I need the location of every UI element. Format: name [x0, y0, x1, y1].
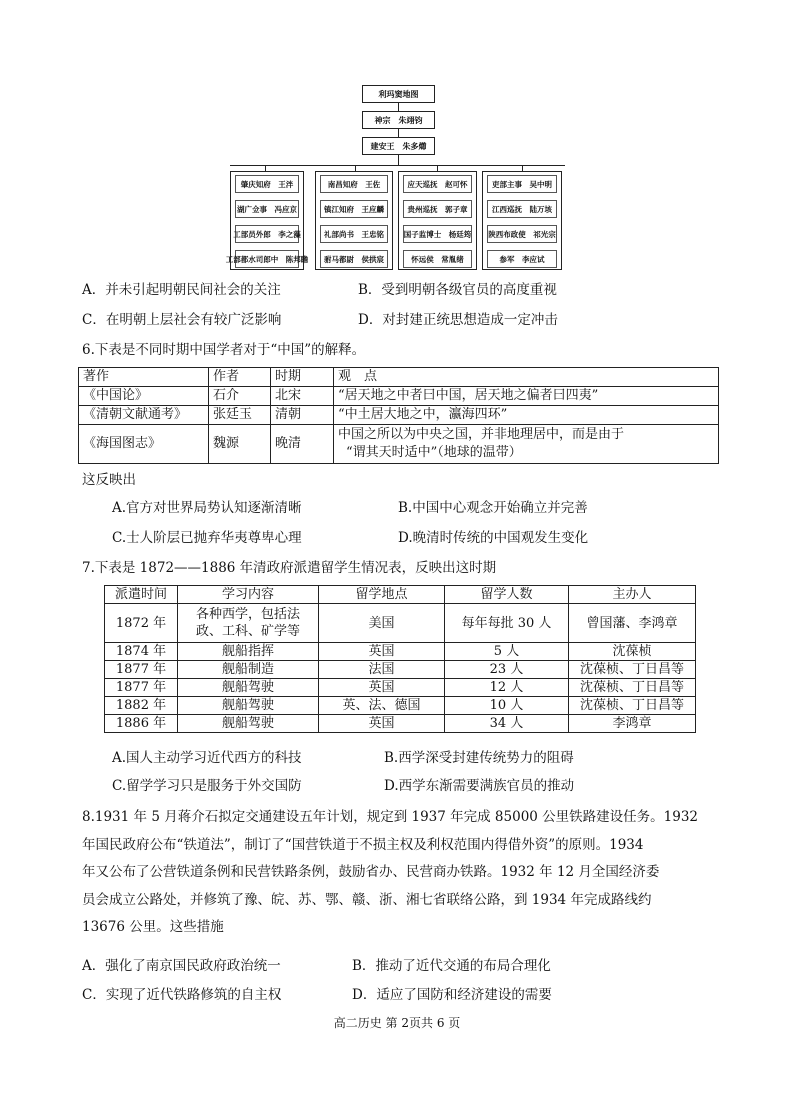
cell-line: “谓其天时适中”（地球的温带）: [346, 445, 522, 460]
table-header: 主办人: [569, 586, 696, 604]
table-cell: 1872 年: [105, 604, 178, 643]
table-cell: “中土居大地之中，瀛海四环”: [334, 406, 719, 425]
q8-line: 年国民政府公布“铁道法”，制订了“国营铁道于不损主权及利权范围内得借外资”的原则。1934: [82, 836, 644, 853]
table-cell: 清朝: [271, 406, 334, 425]
table-header: 作者: [209, 368, 271, 387]
table-cell: 石介: [209, 387, 271, 406]
table-cell: 北宋: [271, 387, 334, 406]
table-cell: 舰船指挥: [178, 643, 319, 661]
org-cell: 国子监博士 杨廷筠: [403, 225, 472, 243]
table-cell: 舰船驾驶: [178, 697, 319, 715]
q8-paragraph: [82, 804, 722, 942]
table-row: [105, 661, 696, 679]
table-cell: 12 人: [445, 679, 569, 697]
q8-line: 8.1931 年 5 月蒋介石拟定交通建设五年计划，规定到 1937 年完成 85000 公里铁路建设任务。1932: [82, 809, 699, 825]
q8-option-b: B．推动了近代交通的布局合理化: [352, 958, 551, 974]
org-branch-line: [230, 165, 565, 166]
table-cell: 英、法、德国: [319, 697, 445, 715]
table-cell: 舰船制造: [178, 661, 319, 679]
table-header: 学习内容: [178, 586, 319, 604]
table-cell: 5 人: [445, 643, 569, 661]
q6-table: [78, 367, 719, 464]
org-cell: 怀远侯 常胤绪: [403, 250, 472, 268]
table-cell: 魏源: [209, 425, 271, 464]
table-row: [79, 425, 719, 464]
org-cell: 礼部尚书 王忠铭: [320, 225, 388, 243]
org-connector: [398, 155, 399, 165]
table-cell: “居天地之中者曰中国，居天地之偏者曰四夷”: [334, 387, 719, 406]
q8-option-a: A．强化了南京国民政府政治统一: [82, 958, 281, 974]
table-header-row: [79, 368, 719, 387]
table-row: [105, 643, 696, 661]
q8-line: 年又公布了公营铁道条例和民营铁路条例，鼓励省办、民营商办铁路。1932 年 12 月全国经济委: [82, 864, 660, 880]
org-cell: 应天巡抚 赵可怀: [403, 175, 472, 193]
org-cell: 工部都水司郎中 陈邦瞻: [235, 250, 299, 268]
table-cell: 沈葆桢、丁日昌等: [569, 679, 696, 697]
table-cell: 《清朝文献通考》: [79, 406, 209, 425]
org-connector: [398, 103, 399, 111]
table-row: [79, 387, 719, 406]
q7-option-d: D.西学东渐需要满族官员的推动: [384, 778, 575, 794]
table-header: 留学地点: [319, 586, 445, 604]
org-cell: 南昌知府 王佐: [320, 175, 388, 193]
table-header: 留学人数: [445, 586, 569, 604]
table-cell: 张廷玉: [209, 406, 271, 425]
table-cell: 舰船驾驶: [178, 679, 319, 697]
table-row: [79, 406, 719, 425]
table-cell: [334, 425, 719, 464]
table-cell: 舰船驾驶: [178, 715, 319, 733]
org-cell: 参军 李应试: [487, 250, 557, 268]
org-cell: 肇庆知府 王泮: [235, 175, 299, 193]
q6-tail: 这反映出: [82, 472, 136, 488]
q5-option-d: D．对封建正统思想造成一定冲击: [358, 312, 558, 328]
table-cell: 每年每批 30 人: [445, 604, 569, 643]
table-cell: 1874 年: [105, 643, 178, 661]
table-cell: 《海国图志》: [79, 425, 209, 464]
q6-option-d: D.晚清时传统的中国观发生变化: [398, 530, 589, 546]
q7-option-c: C.留学学习只是服务于外交国防: [112, 778, 302, 794]
org-cell: 吏部主事 吴中明: [487, 175, 557, 193]
table-cell: 10 人: [445, 697, 569, 715]
org-cell: 驸马都尉 侯拱宸: [320, 250, 388, 268]
cell-line: 政、工科、矿学等: [195, 624, 300, 639]
org-column-2: [315, 171, 393, 270]
org-level3-box: 建安王 朱多㸅: [362, 137, 435, 155]
cell-line: 中国之所以为中央之国，并非地理居中，而是由于: [338, 427, 625, 442]
table-cell: 34 人: [445, 715, 569, 733]
table-row: [105, 604, 696, 643]
q5-option-c: C．在明朝上层社会有较广泛影响: [82, 312, 282, 328]
table-header: 时期: [271, 368, 334, 387]
table-cell: 法国: [319, 661, 445, 679]
table-cell: 1877 年: [105, 661, 178, 679]
org-cell: 陕西布政使 祁光宗: [487, 225, 557, 243]
q7-table: [104, 585, 696, 733]
q5-option-a: A．并未引起明朝民间社会的关注: [82, 282, 281, 298]
table-cell: 1882 年: [105, 697, 178, 715]
q7-option-a: A.国人主动学习近代西方的科技: [112, 750, 302, 766]
q7-option-b: B.西学深受封建传统势力的阻碍: [384, 750, 574, 766]
org-cell: 镇江知府 王应麟: [320, 200, 388, 218]
org-level2-box: 神宗 朱翊钧: [362, 111, 435, 129]
q8-option-c: C．实现了近代铁路修筑的自主权: [82, 987, 282, 1003]
org-column-1: [225, 171, 309, 270]
org-top-box: 利玛窦地图: [362, 85, 435, 103]
org-connector: [398, 129, 399, 137]
table-cell: 《中国论》: [79, 387, 209, 406]
table-cell: 沈葆桢、丁日昌等: [569, 697, 696, 715]
table-row: [105, 679, 696, 697]
q6-option-a: A.官方对世界局势认知逐渐清晰: [112, 500, 302, 516]
q5-option-b: B．受到明朝各级官员的高度重视: [358, 282, 557, 298]
q7-stem: 7.下表是 1872——1886 年清政府派遣留学生情况表，反映出这时期: [82, 560, 497, 576]
q6-option-c: C.士人阶层已抛弃华夷尊卑心理: [112, 530, 302, 546]
q8-line: 员会成立公路处，并修筑了豫、皖、苏、鄂、赣、浙、湘七省联络公路，到 1934 年完成路线约: [82, 891, 652, 908]
table-cell: 沈葆桢、丁日昌等: [569, 661, 696, 679]
table-row: [105, 697, 696, 715]
table-header: 观 点: [334, 368, 719, 387]
org-cell: 贵州巡抚 郭子章: [403, 200, 472, 218]
table-cell: 英国: [319, 679, 445, 697]
q8-line: 13676 公里。这些措施: [82, 919, 224, 935]
q6-option-b: B.中国中心观念开始确立并完善: [398, 500, 588, 516]
q6-stem: 6.下表是不同时期中国学者对于“中国”的解释。: [82, 342, 366, 358]
table-cell: 英国: [319, 715, 445, 733]
cell-line: 各种西学，包括法: [195, 607, 300, 622]
table-header: 派遣时间: [105, 586, 178, 604]
table-row: [105, 715, 696, 733]
org-column-3: [398, 171, 477, 270]
q8-option-d: D．适应了国防和经济建设的需要: [352, 987, 552, 1003]
table-cell: 美国: [319, 604, 445, 643]
table-cell: 李鸿章: [569, 715, 696, 733]
org-cell: 江西巡抚 陆万垓: [487, 200, 557, 218]
table-cell: 沈葆桢: [569, 643, 696, 661]
org-cell: 湖广佥事 冯应京: [235, 200, 299, 218]
table-cell: [178, 604, 319, 643]
table-cell: 晚清: [271, 425, 334, 464]
table-cell: 英国: [319, 643, 445, 661]
org-column-4: [482, 171, 562, 270]
page-footer: 高二历史 第 2页共 6 页: [333, 1016, 461, 1030]
table-cell: 曾国藩、李鸿章: [569, 604, 696, 643]
table-cell: 1877 年: [105, 679, 178, 697]
table-header-row: [105, 586, 696, 604]
table-cell: 1886 年: [105, 715, 178, 733]
table-cell: 23 人: [445, 661, 569, 679]
table-header: 著作: [79, 368, 209, 387]
org-cell: 工部员外郎 李之藻: [235, 225, 299, 243]
